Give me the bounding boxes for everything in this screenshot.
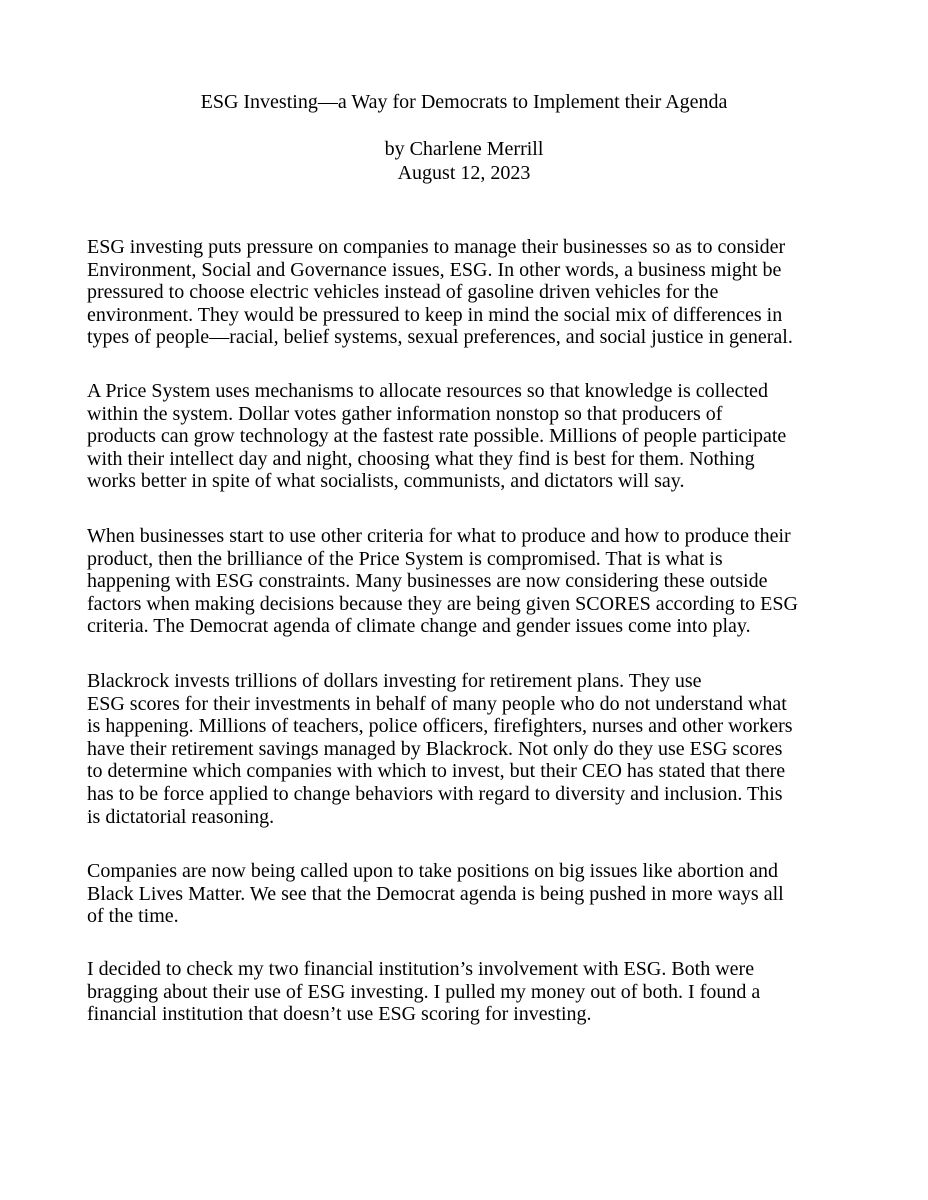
text-line: Companies are now being called upon to take positions on big issues like abortion and bbox=[87, 860, 778, 882]
text-line: ESG investing puts pressure on companies to manage their businesses so as to consider bbox=[87, 236, 786, 258]
text-line: A Price System uses mechanisms to allocate resources so that knowledge is collected bbox=[87, 380, 768, 402]
text-line: of the time. bbox=[87, 905, 179, 928]
text-line: types of people—racial, belief systems, sexual preferences, and social justice in general. bbox=[87, 326, 793, 349]
text-line: I decided to check my two financial institution’s involvement with ESG. Both were bbox=[87, 958, 755, 980]
text-line: within the system. Dollar votes gather information nonstop so that producers of bbox=[87, 402, 723, 425]
text-line: works better in spite of what socialists, communists, and dictators will say. bbox=[87, 470, 685, 493]
text-line: with their intellect day and night, choosing what they find is best for them. Nothing bbox=[87, 447, 755, 470]
text-line: product, then the brilliance of the Price System is compromised. That is what is bbox=[87, 547, 723, 570]
paragraph-2 bbox=[87, 380, 857, 493]
byline bbox=[0, 137, 928, 185]
text-line: pressured to choose electric vehicles instead of gasoline driven vehicles for the bbox=[87, 281, 719, 304]
paragraph-5 bbox=[87, 860, 857, 928]
text-line: is dictatorial reasoning. bbox=[87, 805, 275, 828]
text-line: Environment, Social and Governance issues, ESG. In other words, a business might be bbox=[87, 258, 782, 281]
text-line: Blackrock invests trillions of dollars investing for retirement plans. They use bbox=[87, 670, 702, 692]
text-line: When businesses start to use other criteria for what to produce and how to produce their bbox=[87, 525, 791, 547]
text-line: factors when making decisions because they are being given SCORES according to ESG bbox=[87, 592, 798, 615]
text-line: environment. They would be pressured to keep in mind the social mix of differences in bbox=[87, 303, 783, 326]
paragraph-3 bbox=[87, 525, 857, 638]
paragraph-6 bbox=[87, 958, 857, 1026]
text-line: products can grow technology at the fastest rate possible. Millions of people participate bbox=[87, 425, 787, 448]
text-line: happening with ESG constraints. Many businesses are now considering these outside bbox=[87, 570, 768, 593]
text-line: have their retirement savings managed by Blackrock. Not only do they use ESG scores bbox=[87, 737, 783, 760]
text-line: to determine which companies with which to invest, but their CEO has stated that there bbox=[87, 760, 786, 783]
document-title: ESG Investing—a Way for Democrats to Implement their Agenda bbox=[200, 91, 728, 113]
text-line: is happening. Millions of teachers, police officers, firefighters, nurses and other workers bbox=[87, 715, 793, 738]
text-line: financial institution that doesn’t use ESG scoring for investing. bbox=[87, 1003, 592, 1026]
date: August 12, 2023 bbox=[397, 162, 531, 184]
text-line: Black Lives Matter. We see that the Democrat agenda is being pushed in more ways all bbox=[87, 882, 784, 905]
paragraph-4 bbox=[87, 670, 857, 828]
author: by Charlene Merrill bbox=[384, 138, 544, 160]
text-line: ESG scores for their investments in behalf of many people who do not understand what bbox=[87, 692, 787, 715]
text-line: criteria. The Democrat agenda of climate change and gender issues come into play. bbox=[87, 615, 751, 638]
text-line: has to be force applied to change behaviors with regard to diversity and inclusion. This bbox=[87, 782, 783, 805]
text-line: bragging about their use of ESG investing. I pulled my money out of both. I found a bbox=[87, 980, 761, 1003]
paragraph-1 bbox=[87, 236, 857, 349]
